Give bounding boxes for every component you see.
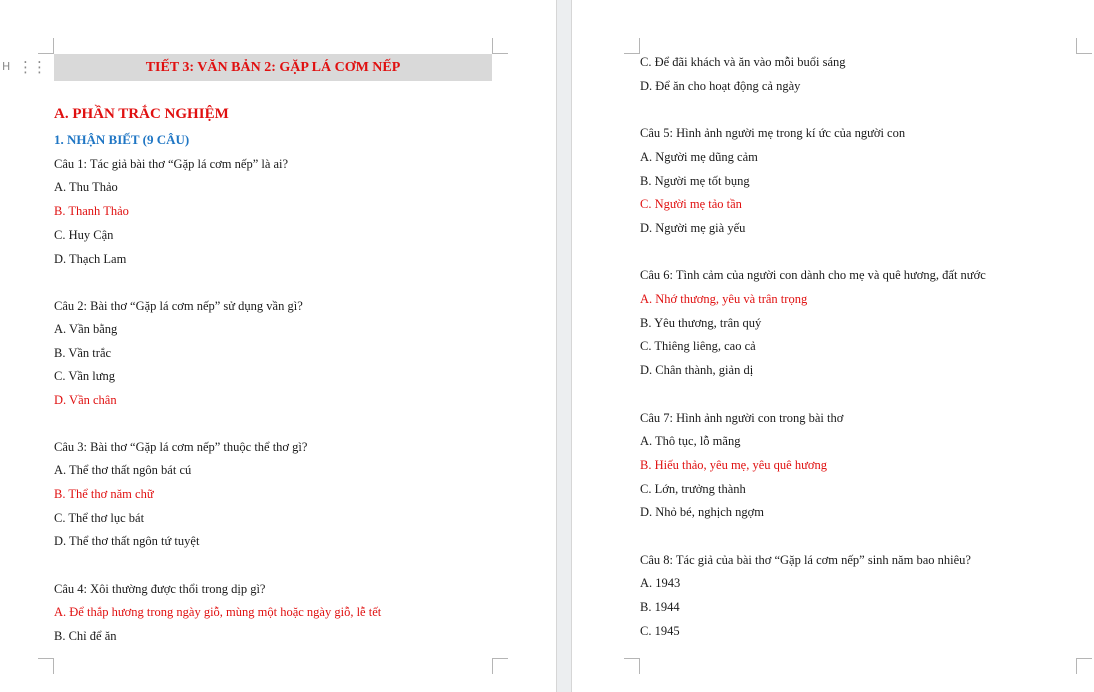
page-corner-mark xyxy=(38,38,54,54)
answer-option: C. Thiêng liêng, cao cả xyxy=(640,339,756,353)
question-text: Câu 7: Hình ảnh người con trong bài thơ xyxy=(640,411,844,425)
answer-option: D. Nhỏ bé, nghịch ngợm xyxy=(640,505,764,519)
answer-option: D. Chân thành, giản dị xyxy=(640,363,754,377)
answer-option: D. Thể thơ thất ngôn tứ tuyệt xyxy=(54,534,200,548)
question-text: Câu 8: Tác giả của bài thơ “Gặp lá cơm nếp” sinh năm bao nhiêu? xyxy=(640,553,971,567)
page-corner-mark xyxy=(492,38,508,54)
answer-option: A. Thô tục, lỗ mãng xyxy=(640,434,741,448)
answer-option: A. Thu Thảo xyxy=(54,180,118,194)
page-gutter xyxy=(556,0,572,692)
page-corner-mark xyxy=(492,658,508,674)
correct-answer-option: A. Để thắp hương trong ngày giỗ, mùng một hoặc ngày giỗ, lễ tết xyxy=(54,605,382,619)
page-corner-mark xyxy=(1076,38,1092,54)
heading-drag-handle[interactable] xyxy=(0,56,46,78)
section-1-heading: 1. NHẬN BIẾT (9 CÂU) xyxy=(54,132,190,147)
question-text: Câu 6: Tình cảm của người con dành cho mẹ và quê hương, đất nước xyxy=(640,268,986,282)
correct-answer-option: B. Thể thơ năm chữ xyxy=(54,487,154,501)
document-page-right xyxy=(572,0,1094,692)
section-a-heading: A. PHẦN TRẮC NGHIỆM xyxy=(54,106,229,122)
answer-option: B. Người mẹ tốt bụng xyxy=(640,174,750,188)
page-corner-mark xyxy=(1076,658,1092,674)
answer-option: C. Huy Cận xyxy=(54,228,114,242)
page-corner-mark xyxy=(38,658,54,674)
question-text: Câu 2: Bài thơ “Gặp lá cơm nếp” sử dụng vần gì? xyxy=(54,299,303,313)
question-text: Câu 4: Xôi thường được thổi trong dịp gì? xyxy=(54,582,266,596)
answer-option: D. Người mẹ già yếu xyxy=(640,221,746,235)
answer-option: B. Chỉ để ăn xyxy=(54,629,117,643)
question-text: Câu 1: Tác giả bài thơ “Gặp lá cơm nếp” là ai? xyxy=(54,157,289,171)
correct-answer-option: B. Thanh Thảo xyxy=(54,204,129,218)
correct-answer-option: B. Hiếu thảo, yêu mẹ, yêu quê hương xyxy=(640,458,827,472)
page-title: TIẾT 3: VĂN BẢN 2: GẶP LÁ CƠM NẾP xyxy=(145,60,401,75)
answer-option: B. Yêu thương, trân quý xyxy=(640,316,762,330)
question-text: Câu 3: Bài thơ “Gặp lá cơm nếp” thuộc thể thơ gì? xyxy=(54,440,308,454)
answer-option: B. Vần trắc xyxy=(54,346,112,360)
answer-option: A. Người mẹ dũng cảm xyxy=(640,150,758,164)
answer-option: A. Vần bằng xyxy=(54,322,118,336)
heading-style-label: H xyxy=(2,60,11,73)
answer-option: A. Thể thơ thất ngôn bát cú xyxy=(54,463,192,477)
answer-option: C. Lớn, trưởng thành xyxy=(640,482,746,496)
correct-answer-option: A. Nhớ thương, yêu và trân trọng xyxy=(640,292,808,306)
page-corner-mark xyxy=(624,658,640,674)
question-text: Câu 5: Hình ảnh người mẹ trong kí ức của người con xyxy=(640,126,906,140)
answer-option: C. Vần lưng xyxy=(54,369,116,383)
correct-answer-option: D. Vần chân xyxy=(54,393,117,407)
page-corner-mark xyxy=(624,38,640,54)
answer-option: D. Thạch Lam xyxy=(54,252,127,266)
answer-option: A. 1943 xyxy=(640,576,681,590)
answer-option: D. Để ăn cho hoạt động cả ngày xyxy=(640,79,801,93)
answer-option: B. 1944 xyxy=(640,600,680,614)
drag-handle-icon[interactable]: ⋮⋮ xyxy=(18,58,46,76)
correct-answer-option: C. Người mẹ tảo tần xyxy=(640,197,742,211)
answer-option: C. Thể thơ lục bát xyxy=(54,511,145,525)
answer-option: C. Để đãi khách và ăn vào mỗi buổi sáng xyxy=(640,55,846,69)
answer-option: C. 1945 xyxy=(640,624,680,638)
